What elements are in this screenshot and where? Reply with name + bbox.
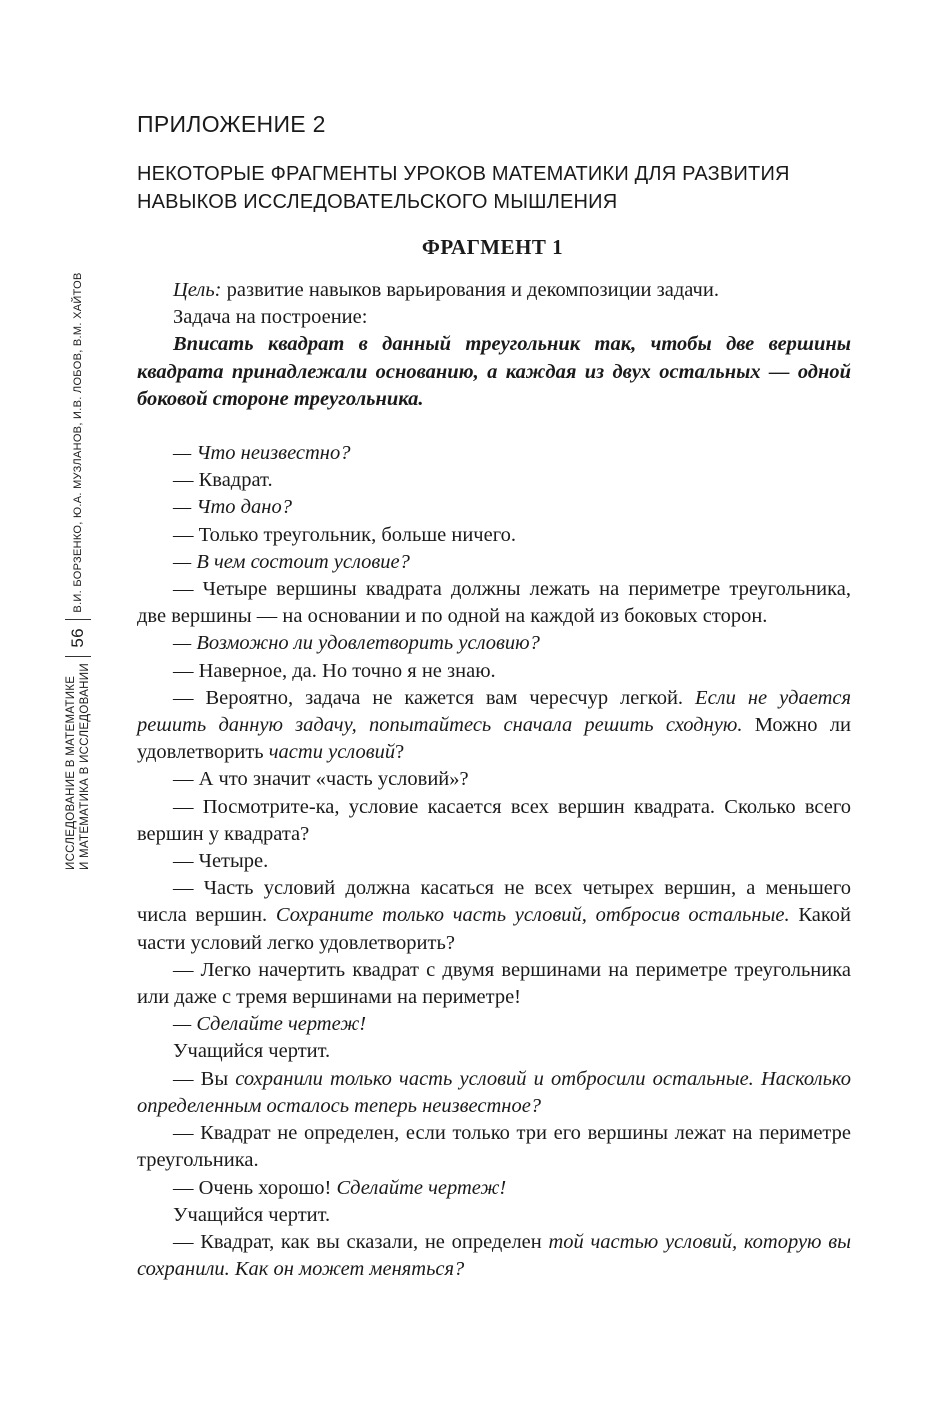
dialogue-line: — Квадрат.: [173, 469, 273, 492]
book-title: [64, 663, 92, 870]
body-text: [137, 277, 851, 1283]
text-span: — Вероятно, задача не кажется вам чересчур легкой.: [173, 686, 696, 709]
italic-span: Сохраните только часть условий, отбросив остальные.: [275, 904, 790, 927]
text-span: — Часть условий должна касаться не всех четырех вершин, а меньшего числа вершин.: [137, 877, 851, 927]
authors: В.И. БОРЗЕНКО, Ю.А. МУЗЛАНОВ, И.В. ЛОБОВ, В.М. ХАЙТОВ: [72, 272, 84, 613]
task-intro: Задача на построение:: [173, 306, 368, 329]
dialogue-line: [137, 1175, 851, 1202]
book-title-line-1: ИССЛЕДОВАНИЕ В МАТЕМАТИКЕ: [65, 675, 77, 870]
teacher-question: — В чем состоит условие?: [173, 550, 410, 573]
dialogue-line: [137, 494, 851, 521]
teacher-question: — Что дано?: [173, 496, 292, 519]
dialogue-line: — Квадрат не определен, если только три его вершины лежат на периметре треугольника.: [137, 1122, 851, 1172]
dialogue-line: — Четыре.: [173, 850, 269, 873]
dialogue-line: — Посмотрите-ка, условие касается всех вершин квадрата. Сколько всего вершин у квадрата?: [137, 795, 851, 845]
dialogue-line: — А что значит «часть условий»?: [173, 768, 469, 791]
section-title: НЕКОТОРЫЕ ФРАГМЕНТЫ УРОКОВ МАТЕМАТИКИ ДЛЯ РАЗВИТИЯ НАВЫКОВ ИССЛЕДОВАТЕЛЬСКОГО МЫШЛЕНИЯ: [137, 163, 790, 213]
dialogue-line: [137, 1011, 851, 1038]
italic-span: сохранили только часть условий и отбросили остальные. Насколько определенным осталось теперь неизвестное?: [137, 1067, 851, 1117]
text-span: — Вы: [173, 1067, 236, 1090]
dialogue-line: — Четыре вершины квадрата должны лежать на периметре треугольника, две вершины — на основании и по одной на каждой из боковых сторон.: [137, 578, 851, 628]
text-span: — Очень хорошо!: [173, 1176, 337, 1199]
teacher-question: — Возможно ли удовлетворить условию?: [173, 632, 540, 655]
running-sidebar: [49, 270, 107, 870]
dialogue-line: Учащийся чертит.: [173, 1040, 331, 1063]
sidebar-divider: [65, 619, 91, 621]
fragment-heading: ФРАГМЕНТ 1: [421, 235, 564, 259]
dialogue-line: — Наверное, да. Но точно я не знаю.: [173, 659, 496, 682]
dialogue-line: [137, 1229, 851, 1283]
book-title-line-2: И МАТЕМАТИКА В ИССЛЕДОВАНИИ: [79, 663, 91, 870]
italic-span: Сделайте чертеж!: [336, 1176, 507, 1199]
dialogue-line: Учащийся чертит.: [173, 1203, 331, 1226]
goal-label: Цель:: [173, 279, 222, 301]
dialogue-line: [137, 630, 851, 657]
text-span: Какой части условий легко удовлетворить?: [137, 904, 851, 954]
italic-span: части условий: [268, 741, 396, 764]
text-span: ?: [395, 741, 405, 764]
text-span: Можно ли удовлетворить: [137, 714, 851, 764]
teacher-question: — Сделайте чертеж!: [173, 1013, 367, 1036]
task-statement: Вписать квадрат в данный треугольник так, чтобы две вершины квадрата принадлежали основанию, а каждая из двух остальных — одной боковой стороне треугольника.: [137, 333, 851, 410]
dialogue-line: [137, 440, 851, 467]
goal-paragraph: [137, 277, 851, 304]
italic-span: той частью условий, которую вы сохранили. Как он может меняться?: [137, 1230, 852, 1281]
teacher-question: — Что неизвестно?: [173, 442, 351, 465]
sidebar-divider: [65, 656, 91, 658]
italic-span: Если не удается решить данную задачу, попытайтесь сначала решить сходную.: [137, 686, 851, 737]
dialogue-line: [137, 685, 851, 767]
goal-text: развитие навыков варьирования и декомпозиции задачи.: [221, 279, 719, 301]
dialogue-line: — Только треугольник, больше ничего.: [173, 523, 516, 546]
dialogue-line: [137, 875, 851, 957]
text-span: — Квадрат, как вы сказали, не определен: [173, 1230, 549, 1253]
page-number: 56: [68, 628, 87, 648]
appendix-title: ПРИЛОЖЕНИЕ 2: [137, 111, 326, 137]
dialogue-line: [137, 549, 851, 576]
dialogue-line: [137, 1066, 851, 1120]
dialogue-line: — Легко начертить квадрат с двумя вершинами на периметре треугольника или даже с тремя вершинами на периметре!: [137, 958, 851, 1009]
